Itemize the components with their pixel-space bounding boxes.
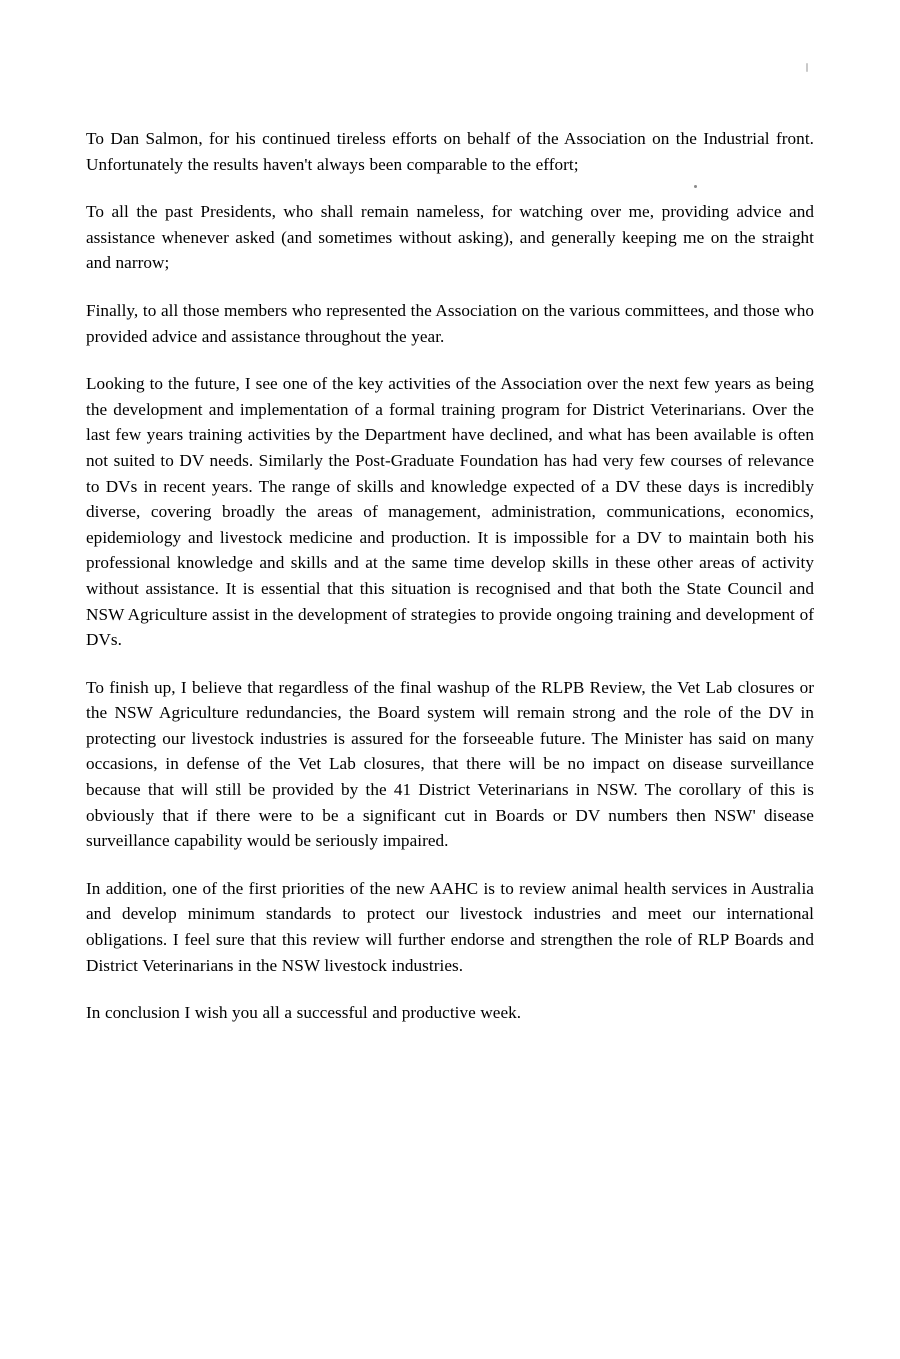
paragraph: Finally, to all those members who represented the Association on the various committees, and those who provided advice and assistance throughout the year.	[86, 300, 814, 346]
document-body	[86, 126, 814, 1026]
paragraph: In addition, one of the first priorities of the new AAHC is to review animal health services in Australia and develop minimum standards to protect our livestock industries and meet our international obligations. I feel sure that this review will further endorse and strengthen the role of RLP Boards and District Veterinarians in the NSW livestock industries.	[86, 878, 814, 975]
paragraph: Looking to the future, I see one of the key activities of the Association over the next few years as being the development and implementation of a formal training program for District Veterinarians. Over the last few years training activities by the Department have declined, and what has been available is often not suited to DV needs. Similarly the Post-Graduate Foundation has had very few courses of relevance to DVs in recent years. The range of skills and knowledge expected of a DV these days is incredibly diverse, covering broadly the areas of management, administration, communications, economics, epidemiology and livestock medicine and production. It is impossible for a DV to maintain both his professional knowledge and skills and at the same time develop skills in these other areas of activity without assistance. It is essential that this situation is recognised and that both the State Council and NSW Agriculture assist in the development of strategies to provide ongoing training and development of DVs.	[86, 374, 814, 650]
paragraph: To Dan Salmon, for his continued tireless efforts on behalf of the Association on the Industrial front. Unfortunately the results haven't always been comparable to the effort;	[86, 129, 814, 174]
paragraph: To all the past Presidents, who shall remain nameless, for watching over me, providing advice and assistance whenever asked (and sometimes without asking), and generally keeping me on the straight and narrow;	[86, 202, 814, 273]
scan-artifact-top	[806, 63, 808, 72]
paragraph: To finish up, I believe that regardless of the final washup of the RLPB Review, the Vet Lab closures or the NSW Agriculture redundancies, the Board system will remain strong and the role of the DV in protecting our livestock industries is assured for the forseeable future. The Minister has said on many occasions, in defense of the Vet Lab closures, that there will be no impact on disease surveillance because that will still be provided by the 41 District Veterinarians in NSW. The corollary of this is obviously that if there were to be a significant cut in Boards or DV numbers then NSW' disease surveillance capability would be seriously impaired.	[86, 677, 814, 851]
paragraph: In conclusion I wish you all a successful and productive week.	[86, 1003, 522, 1023]
